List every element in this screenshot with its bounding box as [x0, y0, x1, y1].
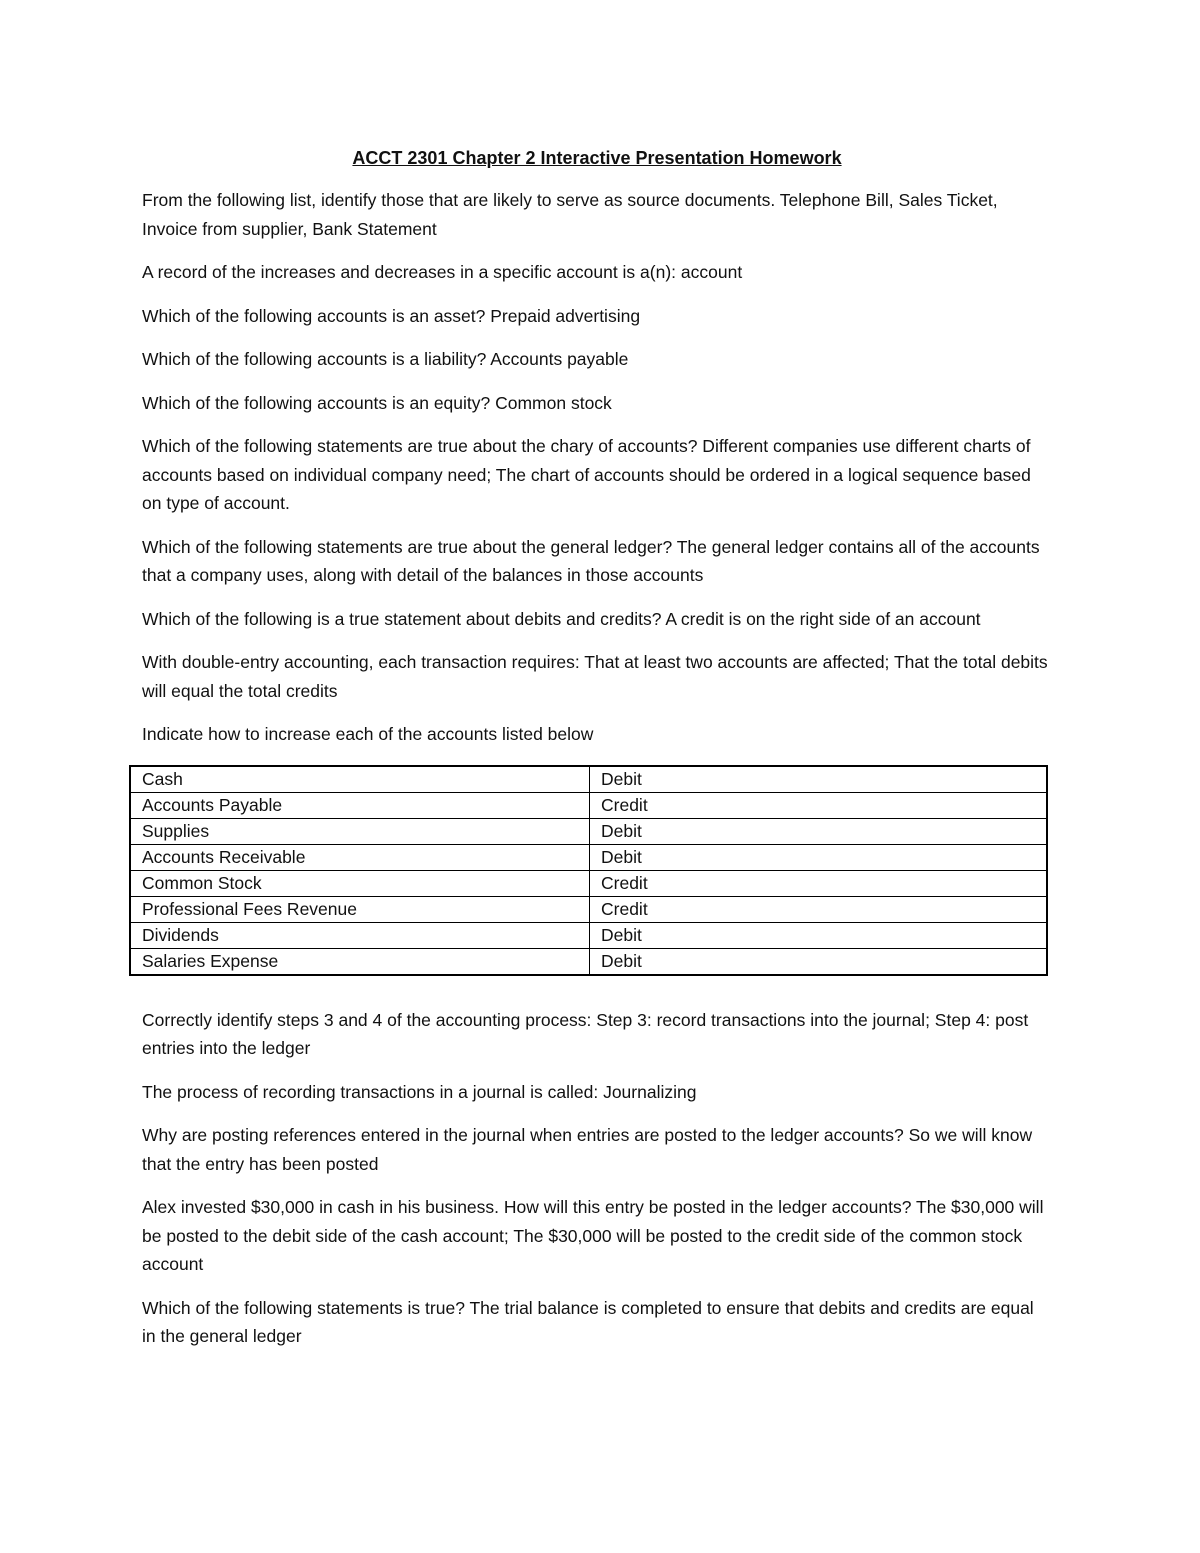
table-row	[130, 922, 1047, 948]
document-page	[142, 140, 1052, 1366]
question-liability: Which of the following accounts is a liability? Accounts payable	[142, 349, 629, 369]
question-double-entry: With double-entry accounting, each transaction requires: That at least two accounts are affected; That the total debits will equal the total credits	[142, 652, 1048, 701]
question-alex-investment: Alex invested $30,000 in cash in his business. How will this entry be posted in the ledger accounts? The $30,000 will be posted to the debit side of the cash account; The $30,000 will be posted to the credit side of the common stock account	[142, 1197, 1044, 1274]
account-increase-table	[129, 765, 1048, 976]
account-cell: Cash	[130, 766, 590, 793]
question-asset: Which of the following accounts is an asset? Prepaid advertising	[142, 305, 641, 326]
table-instruction: Indicate how to increase each of the accounts listed below	[142, 724, 594, 744]
account-cell: Dividends	[130, 922, 590, 948]
question-account-record: A record of the increases and decreases in a specific account is a(n): account	[142, 262, 743, 282]
document-title: ACCT 2301 Chapter 2 Interactive Presentation Homework	[352, 148, 842, 168]
account-cell: Supplies	[130, 818, 590, 844]
increase-cell: Debit	[590, 844, 1048, 870]
table-row	[130, 766, 1047, 793]
table-row	[130, 896, 1047, 922]
account-cell: Professional Fees Revenue	[130, 896, 590, 922]
question-general-ledger: Which of the following statements are true about the general ledger? The general ledger contains all of the accounts that a company uses, along with detail of the balances in those accounts	[142, 536, 1040, 585]
question-debits-credits: Which of the following is a true statement about debits and credits? A credit is on the right side of an account	[142, 608, 981, 629]
question-journalizing: The process of recording transactions in a journal is called: Journalizing	[142, 1081, 697, 1102]
table-row	[130, 792, 1047, 818]
question-source-documents: From the following list, identify those that are likely to serve as source documents. Telephone Bill, Sales Ticket, Invoice from supplier, Bank Statement	[142, 190, 998, 239]
account-cell: Salaries Expense	[130, 948, 590, 975]
question-trial-balance: Which of the following statements is true? The trial balance is completed to ensure that debits and credits are equal in the general ledger	[142, 1297, 1034, 1346]
question-posting-references: Why are posting references entered in the journal when entries are posted to the ledger accounts? So we will know that the entry has been posted	[142, 1125, 1033, 1174]
account-cell: Accounts Receivable	[130, 844, 590, 870]
question-chart-of-accounts: Which of the following statements are true about the chary of accounts? Different companies use different charts of accounts based on individual company need; The chart of accounts should be ordered in a logical sequence based on type of account.	[142, 436, 1031, 513]
table-row	[130, 818, 1047, 844]
table-row	[130, 870, 1047, 896]
increase-cell: Credit	[590, 792, 1048, 818]
increase-cell: Debit	[590, 766, 1048, 793]
increase-cell: Debit	[590, 818, 1048, 844]
increase-cell: Debit	[590, 948, 1048, 975]
increase-cell: Credit	[590, 870, 1048, 896]
table-row	[130, 844, 1047, 870]
account-cell: Accounts Payable	[130, 792, 590, 818]
table-row	[130, 948, 1047, 975]
increase-cell: Debit	[590, 922, 1048, 948]
question-equity: Which of the following accounts is an equity? Common stock	[142, 392, 612, 413]
increase-cell: Credit	[590, 896, 1048, 922]
question-accounting-steps: Correctly identify steps 3 and 4 of the accounting process: Step 3: record transactions into the journal; Step 4: post entries into the ledger	[142, 1009, 1029, 1058]
account-cell: Common Stock	[130, 870, 590, 896]
